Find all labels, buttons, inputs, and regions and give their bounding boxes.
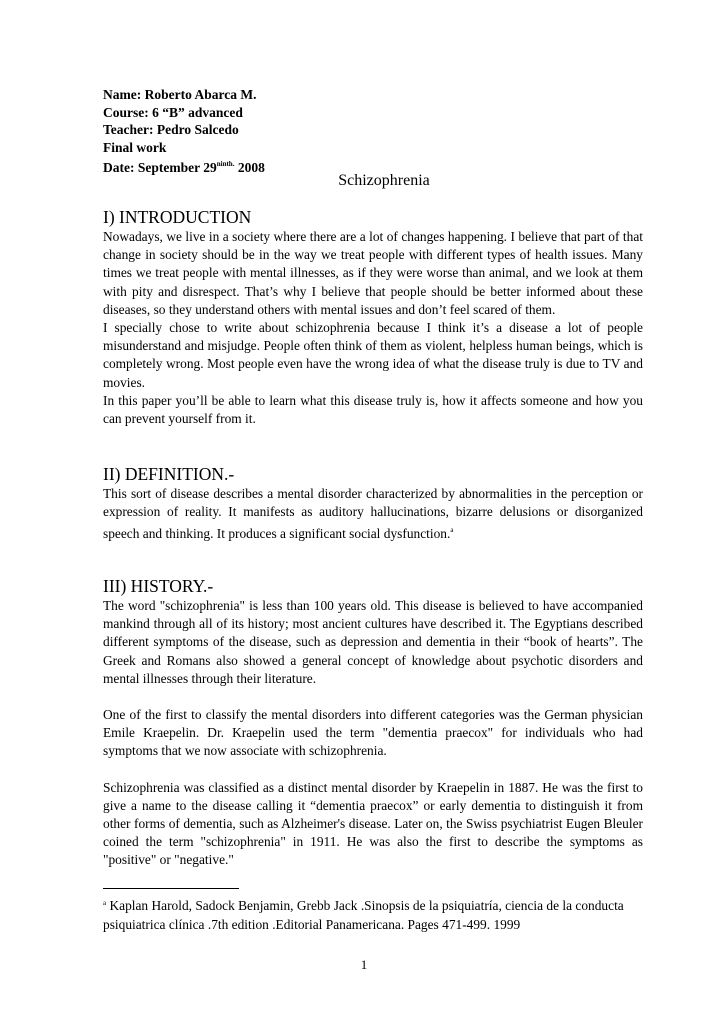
paragraph: In this paper you’ll be able to learn what this disease truly is, how it affects someone and how you can prevent yourself from it. — [103, 392, 643, 427]
paragraph: Schizophrenia was classified as a distinct mental disorder by Kraepelin in 1887. He was the first to give a name to the disease calling it “dementia praecox” or early dementia to distinguish it from other forms of dementia, such as Alzheimer's disease. Later on, the Swiss psychiatrist Eugen Bleuler coined the term "schizophrenia" in 1911. He was also the first to describe the symptoms as "positive" or "negative." — [103, 779, 643, 868]
paragraph: One of the first to classify the mental disorders into different categories was the German physician Emile Kraepelin. Dr. Kraepelin used the term "dementia praecox" for individuals who had symptoms that we now associate with schizophrenia. — [103, 707, 643, 759]
section-heading: I) INTRODUCTION — [103, 207, 252, 227]
page-number: 1 — [360, 957, 368, 972]
section-heading: II) DEFINITION.- — [103, 464, 235, 484]
date-superscript: ninth. — [216, 160, 235, 168]
date-year: 2008 — [234, 160, 265, 175]
footnote-reference[interactable]: a — [450, 526, 454, 535]
paragraph-text: This sort of disease describes a mental disorder characterized by abnormalities in the perception or expression of reality. It manifests as auditory hallucinations, bizarre delusions or disorganized speech and thinking. It produces a significant social dysfunction. — [103, 486, 643, 542]
paragraph: Nowadays, we live in a society where there are a lot of changes happening. I believe that part of that change in society should be in the way we treat people with different types of health issues. Many times we treat people with mental illnesses, as if they were worse than animal, and we look at them with pity and disrespect. That’s why I believe that people should be better informed about these diseases, so they understand others with mental issues and don’t feel scared of them. — [103, 229, 643, 317]
paragraph — [103, 485, 643, 544]
paragraph: I specially chose to write about schizophrenia because I think it’s a disease a lot of people misunderstand and misjudge. People often think of them as violent, helpless human beings, which is completely wrong. Most people even have the wrong idea of what the disease truly is due to TV and movies. — [103, 320, 643, 390]
student-name: Name: Roberto Abarca M. — [103, 87, 257, 102]
footnote-separator — [103, 888, 239, 889]
section-heading: III) HISTORY.- — [103, 576, 214, 596]
section-definition — [103, 463, 643, 544]
course: Course: 6 “B” advanced — [103, 104, 243, 120]
section-introduction — [103, 206, 643, 428]
footnote-text: Kaplan Harold, Sadock Benjamin, Grebb Jack .Sinopsis de la psiquiatría, ciencia de la conducta psiquiatrica clínica .7th edition .Editorial Panamericana. Pages 471-499. 1999 — [103, 898, 624, 932]
paragraph: The word "schizophrenia" is less than 100 years old. This disease is believed to have accompanied mankind through all of its history; most ancient cultures have described it. The Egyptians described different symptoms of the disease, such as depression and dementia in their “book of hearts”. The Greek and Romans also showed a general concept of knowledge about psychotic disorders and mental illnesses through their literature. — [103, 598, 643, 686]
section-history — [103, 575, 643, 870]
date-prefix: Date: September 29 — [103, 160, 217, 175]
document-title: Schizophrenia — [338, 172, 430, 189]
teacher: Teacher: Pedro Salcedo — [103, 122, 239, 137]
student-info-block — [103, 86, 463, 177]
work-type: Final work — [103, 139, 167, 155]
footnote — [103, 894, 643, 934]
footnote-marker: a — [103, 899, 107, 907]
